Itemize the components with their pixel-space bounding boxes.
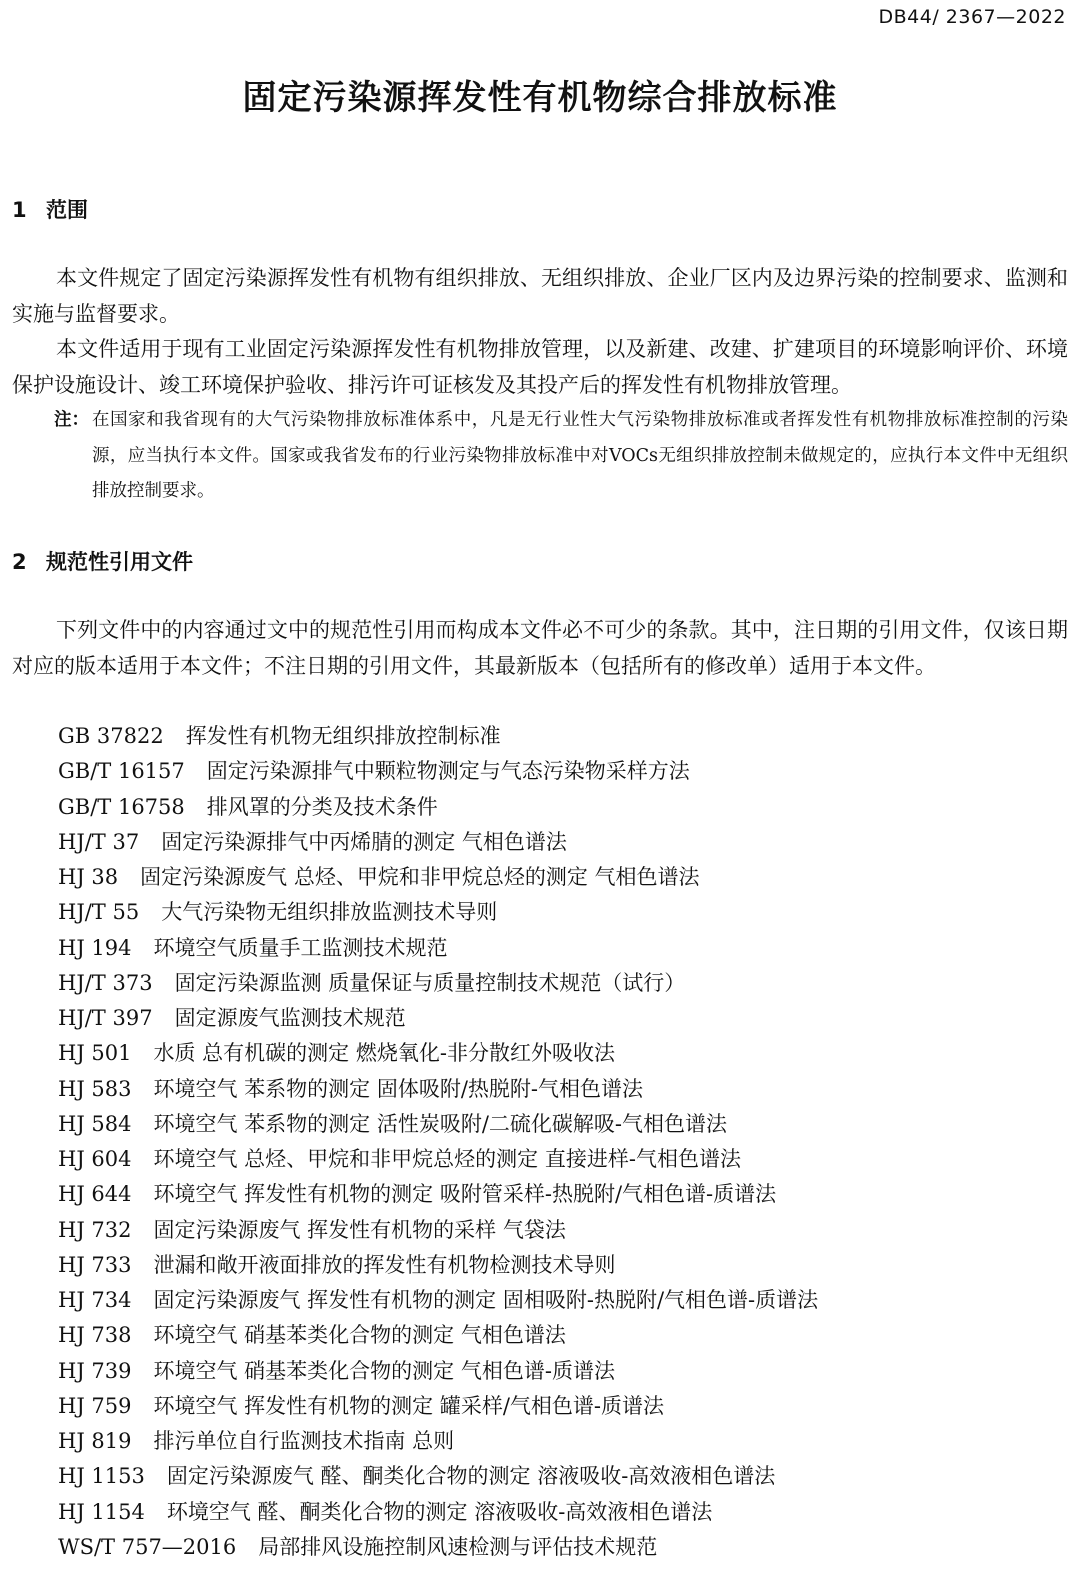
reference-item bbox=[58, 1530, 818, 1565]
reference-title: 水质 总有机碳的测定 燃烧氧化-非分散红外吸收法 bbox=[153, 1041, 615, 1066]
reference-code: HJ 739 bbox=[58, 1358, 132, 1383]
section-2-heading bbox=[12, 546, 193, 576]
reference-item bbox=[58, 1389, 818, 1424]
reference-code: HJ/T 397 bbox=[58, 1006, 153, 1030]
reference-item bbox=[58, 1072, 818, 1107]
reference-code: HJ/T 55 bbox=[58, 900, 140, 925]
reference-item bbox=[58, 1142, 818, 1177]
reference-title: 局部排风设施控制风速检测与评估技术规范 bbox=[258, 1534, 658, 1559]
reference-title: 环境空气 总烃、甲烷和非甲烷总烃的测定 直接进样-气相色谱法 bbox=[153, 1147, 741, 1171]
reference-code: HJ 734 bbox=[58, 1288, 132, 1312]
note-text: 在国家和我省现有的大气污染物排放标准体系中，凡是无行业性大气污染物排放标准或者挥发性有机物排放标准控制的污染源，应当执行本文件。国家或我省发布的行业污染物排放标准中对VOCs无组织排放控制未做规定的，应执行本文件中无组织排放控制要求。 bbox=[92, 410, 1068, 501]
reference-code: HJ 501 bbox=[58, 1041, 132, 1066]
reference-item bbox=[58, 1248, 818, 1283]
reference-item bbox=[58, 825, 818, 860]
reference-item bbox=[58, 1424, 818, 1459]
reference-code: HJ 38 bbox=[58, 865, 119, 889]
reference-title: 固定污染源废气 总烃、甲烷和非甲烷总烃的测定 气相色谱法 bbox=[140, 865, 700, 889]
reference-title: 环境空气 挥发性有机物的测定 吸附管采样-热脱附/气相色谱-质谱法 bbox=[153, 1182, 777, 1207]
reference-title: 排污单位自行监测技术指南 总则 bbox=[153, 1429, 455, 1453]
reference-item bbox=[58, 1354, 818, 1389]
reference-code: GB 37822 bbox=[58, 724, 164, 748]
reference-title: 环境空气质量手工监测技术规范 bbox=[153, 935, 448, 960]
reference-item bbox=[58, 895, 818, 930]
note-label: 注： bbox=[54, 410, 89, 430]
reference-item bbox=[58, 1213, 818, 1248]
reference-item bbox=[58, 754, 818, 789]
reference-item bbox=[58, 790, 818, 825]
reference-code: HJ 819 bbox=[58, 1429, 132, 1453]
reference-title: 泄漏和敞开液面排放的挥发性有机物检测技术导则 bbox=[153, 1252, 616, 1277]
reference-code: HJ/T 37 bbox=[58, 829, 140, 854]
reference-code: HJ/T 373 bbox=[58, 970, 153, 995]
reference-code: HJ 644 bbox=[58, 1182, 132, 1207]
section-1-paragraph-2: 本文件适用于现有工业固定污染源挥发性有机物排放管理，以及新建、改建、扩建项目的环境影响评价、环境保护设施设计、竣工环境保护验收、排污许可证核发及其投产后的挥发性有机物排放管理。 bbox=[12, 337, 1068, 397]
reference-title: 固定污染源排气中颗粒物测定与气态污染物采样方法 bbox=[206, 759, 690, 784]
reference-item bbox=[58, 1318, 818, 1353]
reference-code: GB/T 16758 bbox=[58, 794, 185, 819]
reference-code: HJ 733 bbox=[58, 1252, 132, 1277]
reference-code: HJ 1154 bbox=[58, 1499, 145, 1524]
reference-title: 挥发性有机物无组织排放控制标准 bbox=[185, 724, 501, 748]
reference-title: 环境空气 醛、酮类化合物的测定 溶液吸收-高效液相色谱法 bbox=[166, 1499, 713, 1524]
section-2-intro: 下列文件中的内容通过文中的规范性引用而构成本文件必不可少的条款。其中，注日期的引用文件，仅该日期对应的版本适用于本文件；不注日期的引用文件，其最新版本（包括所有的修改单）适用于本文件。 bbox=[12, 618, 1068, 678]
reference-list bbox=[58, 719, 818, 1565]
section-1-paragraph-1: 本文件规定了固定污染源挥发性有机物有组织排放、无组织排放、企业厂区内及边界污染的控制要求、监测和实施与监督要求。 bbox=[12, 266, 1068, 326]
reference-title: 大气污染物无组织排放监测技术导则 bbox=[161, 900, 498, 925]
reference-item bbox=[58, 966, 818, 1001]
reference-code: HJ 732 bbox=[58, 1217, 132, 1242]
section-1-note bbox=[54, 403, 1068, 510]
reference-item bbox=[58, 1283, 818, 1318]
reference-code: HJ 583 bbox=[58, 1076, 132, 1101]
reference-title: 固定源废气监测技术规范 bbox=[174, 1006, 406, 1030]
reference-title: 固定污染源排气中丙烯腈的测定 气相色谱法 bbox=[161, 829, 567, 854]
section-number: 2 bbox=[12, 550, 27, 574]
reference-title: 固定污染源废气 醛、酮类化合物的测定 溶液吸收-高效液相色谱法 bbox=[166, 1464, 776, 1489]
reference-title: 环境空气 苯系物的测定 活性炭吸附/二硫化碳解吸-气相色谱法 bbox=[153, 1111, 728, 1136]
section-1-heading bbox=[12, 194, 88, 224]
reference-item bbox=[58, 719, 818, 754]
reference-code: HJ 1153 bbox=[58, 1464, 145, 1489]
reference-item bbox=[58, 931, 818, 966]
reference-title: 固定污染源废气 挥发性有机物的采样 气袋法 bbox=[153, 1217, 566, 1242]
reference-title: 环境空气 硝基苯类化合物的测定 气相色谱-质谱法 bbox=[153, 1358, 615, 1383]
section-number: 1 bbox=[12, 198, 27, 222]
reference-item bbox=[58, 860, 818, 895]
reference-code: HJ 584 bbox=[58, 1111, 132, 1136]
reference-code: WS/T 757—2016 bbox=[58, 1534, 237, 1559]
reference-code: HJ 604 bbox=[58, 1147, 132, 1171]
reference-title: 环境空气 苯系物的测定 固体吸附/热脱附-气相色谱法 bbox=[153, 1076, 644, 1101]
reference-code: HJ 738 bbox=[58, 1323, 132, 1348]
document-title: 固定污染源挥发性有机物综合排放标准 bbox=[242, 78, 838, 118]
reference-item bbox=[58, 1495, 818, 1530]
reference-code: HJ 759 bbox=[58, 1393, 132, 1418]
section-title: 规范性引用文件 bbox=[46, 550, 193, 574]
reference-item bbox=[58, 1036, 818, 1071]
reference-title: 环境空气 硝基苯类化合物的测定 气相色谱法 bbox=[153, 1323, 566, 1348]
section-title: 范围 bbox=[46, 198, 88, 222]
reference-title: 固定污染源监测 质量保证与质量控制技术规范（试行） bbox=[174, 970, 686, 995]
reference-title: 排风罩的分类及技术条件 bbox=[206, 794, 438, 819]
reference-code: HJ 194 bbox=[58, 935, 132, 960]
reference-title: 环境空气 挥发性有机物的测定 罐采样/气相色谱-质谱法 bbox=[153, 1393, 665, 1418]
document-code: DB44/ 2367—2022 bbox=[878, 6, 1066, 28]
reference-item bbox=[58, 1177, 818, 1212]
reference-code: GB/T 16157 bbox=[58, 759, 185, 784]
reference-item bbox=[58, 1001, 818, 1036]
reference-title: 固定污染源废气 挥发性有机物的测定 固相吸附-热脱附/气相色谱-质谱法 bbox=[153, 1288, 819, 1312]
reference-item bbox=[58, 1459, 818, 1494]
reference-item bbox=[58, 1107, 818, 1142]
